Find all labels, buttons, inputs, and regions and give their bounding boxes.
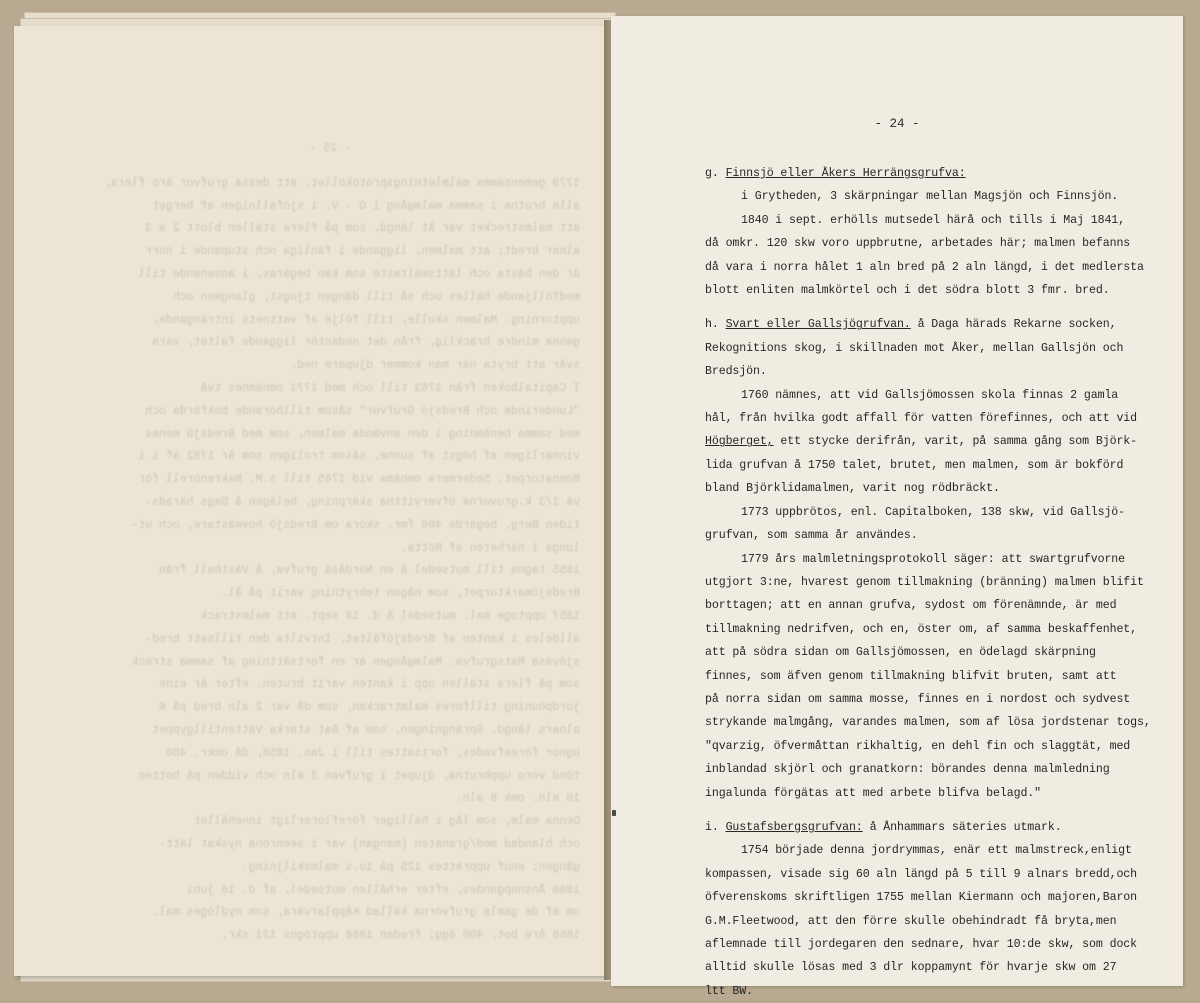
left-page-line: ganna mindre bräcklig, från det nedantör liggande fältet, vara — [152, 336, 580, 350]
section-i-title: Gustafsbergsgrufvan: — [725, 820, 863, 834]
section-i-title-rest: å Ånhammars säteries utmark. — [862, 820, 1062, 834]
left-page-line: 1779 gemensamma malmletningsprotokollet, att dessa grufvor äro flera, — [103, 176, 580, 190]
left-page-line: är den bästa och lättsmältaste som kan begäras, i ansenande till — [138, 267, 580, 281]
left-page-line: 1868 åre bot, 400 ägg; fredan 1868 upptogos 121 skr. — [221, 929, 580, 943]
left-page-line: "Lunderinda och Bredsjö Grufvor" såsom tillhörande bokförda och — [145, 404, 580, 418]
text-line: ltt BW. — [705, 984, 754, 998]
left-page-line: medfölljande hälles och så till dängen tjugst, glangmen och — [172, 290, 580, 304]
left-page-line: 1855 tagna till mutsedel å en Nordåsä grufva, å Västhall från — [159, 564, 580, 578]
text-line: bland Björklidamalmen, varit nog rödbräckt. — [705, 482, 1000, 496]
text-line: 1779 års malmletningsprotokoll säger: att swartgrufvorne — [741, 552, 1126, 566]
text-line: "qvarzig, öfvermåttan rikhaltig, en dehl fin och slaggtät, med — [705, 739, 1131, 753]
text-line: grufvan, som samma år användes. — [705, 529, 918, 543]
text-line — [705, 430, 1175, 453]
section-g-heading — [705, 162, 1175, 185]
text-line: då omkr. 120 skw voro uppbrutne, arbetades här; malmen befanns — [705, 237, 1131, 251]
text-line: Bredsjön. — [705, 365, 767, 379]
right-page — [611, 16, 1183, 998]
text-line: Rekognitions skog, i skillnaden mot Åker, mellan Gallsjön och — [705, 341, 1124, 355]
text-line: i Grytheden, 3 skärpningar mellan Magsjön och Finnsjön. — [741, 190, 1119, 204]
section-h-title: Svart eller Gallsjögrufvan. — [725, 318, 911, 332]
spacer — [705, 302, 1175, 313]
section-h-title-rest: å Daga härads Rekarne socken, — [910, 318, 1117, 332]
left-page-line: Bredsjömarktorpet, som någon tebrytning varit på ål. — [221, 587, 580, 601]
text-line: att på södra sidan om Gallsjömossen, en ödelagd skärpning — [705, 646, 1096, 660]
left-page-line: vinnarligen af högst af sunne, såsom troligen som år 1782 af i i — [138, 450, 580, 464]
left-page-line: I Capitalboken från 1763 till och med 1771 omnämnes två — [200, 381, 580, 395]
left-page-line: alnar bredt; att malmen, liggande i fänliga och stupande i norr — [145, 245, 580, 259]
left-page-line: alnars längd. Sprängningen, som af åat starka Vattentillgyppet — [152, 723, 580, 737]
hogberget-underlined: Högberget, — [705, 435, 774, 449]
text-line: ingalunda förgätas att med arbete blifva belagd." — [705, 786, 1042, 800]
section-i-heading — [705, 816, 1175, 839]
text-line: hål, från hvilka godt affall för vatten förefinnes, och att vid — [705, 412, 1138, 426]
left-page-line: alldeles i kanten af Bredsjöfältet, Intvilta den tillsatt bred- — [145, 632, 580, 646]
page-number: - 24 - — [874, 117, 920, 131]
text-line: aflemnade till jordegaren den sednare, hvar 10:de skw, som dock — [705, 938, 1138, 951]
margin-mark — [612, 810, 616, 816]
text-line: då vara i norra hålet 1 aln bred på 2 aln längd, i det medlersta — [705, 260, 1144, 274]
spacer — [705, 805, 1175, 816]
left-page-line: svår att bryta när man kommer djupare ned. — [290, 359, 580, 373]
text-line: 1760 nämnes, att vid Gallsjömossen skola finnas 2 gamla — [741, 388, 1119, 402]
text-line: 1754 började denna jordrymmas, enär ett malmstreck,enligt — [741, 844, 1132, 858]
section-h-heading — [705, 313, 1175, 336]
left-page-line: vä 1/3 k.gruvorna öfvervittna skärpning, belägen å Dags härads- — [145, 495, 580, 509]
left-page-line: om af de gamla grufvorna kallad Kåpplarvara, som nydlöges mal. — [152, 906, 580, 920]
left-page-line: Denna malm, som låg i hälliger föreflorerligt innehållet — [193, 815, 580, 829]
left-page-line: sjöväsa Matsgrufva. Malmgången är en fortsättning af samma streck — [131, 655, 580, 669]
left-page-line: att malmstrecket var åt längd, som på flera ställen blott 2 a 3 — [145, 222, 580, 236]
text-line: borttagen; att en annan grufva, sydost om förenämnde, är med — [705, 599, 1117, 613]
left-page-line: 1866 Ånsnopgandes, efter erhållen mutsedel, af d. 16 juni — [186, 883, 580, 897]
left-page-line: som på flera ställen upp i kanten varit bruten. efter är eine — [159, 678, 580, 692]
page-content — [705, 162, 1175, 1003]
left-page-line: gången; enuf upprättes 125 på 1o.s malmskiljning. — [241, 860, 580, 874]
left-page-line: med samma benämning i den använda malmen, som med Bredsjö menas — [145, 427, 580, 441]
section-g-marker: g. — [705, 167, 719, 180]
section-g-title: Finnsjö eller Åkers Herrängsgrufva: — [725, 167, 966, 180]
text-line: blott enliten malmkörtel och i det södra blott 3 fmr. bred. — [705, 284, 1110, 298]
left-page-line: och blandad med/granaten (mangan) var i seenrona nyskat lätt- — [159, 837, 580, 851]
section-g-lines — [705, 185, 1175, 302]
left-page-line: tiden Berg, begärde 400 fmr. sköra om Bredsjö hovmästare, och ut- — [131, 518, 580, 532]
section-h-marker: h. — [705, 318, 719, 332]
text-line: 1773 uppbrötos, enl. Capitalboken, 138 skw, vid Gallsjö- — [741, 505, 1126, 519]
left-page-line: jordpöuning tillföres malmtrackan, som då var 2 aln bred på 6 — [159, 701, 580, 715]
left-page-line: alla brutna i samma malmgång i O - V. i sjöfallnigen af berget — [152, 199, 580, 213]
text-line: kompassen, visade sig 60 aln längd på 5 till 9 alnars bredd,och — [705, 867, 1138, 881]
left-page-number: - 25 - — [309, 142, 351, 155]
text-line: tillmakning nedrifven, och en, öster om, af samma beskaffenhet, — [705, 622, 1138, 636]
left-page-line: Bonnatorpet. Sedermera omnäma vid 1765 till s.M. Nakrenorell för — [138, 473, 580, 487]
text-line: finnes, som äfven genom tillmakning blifvit bruten, samt att — [705, 669, 1117, 683]
text-line: utgjort 3:ne, hvarest genom tillmakning (bränning) malmen blifit — [705, 575, 1144, 589]
text-line-rest: ett stycke derifrån, varit, på samma gång som Björk- — [773, 435, 1138, 449]
text-line: lida grufvan å 1750 talet, brutet, men malmen, som är bokförd — [705, 458, 1124, 472]
text-line: G.M.Fleetwood, att den förre skulle obehindradt få bryta,men — [705, 914, 1117, 928]
left-page-line: 10 aln. omk 8 aln. — [455, 792, 580, 806]
left-page-line: upptorning. Malmen skulle, till följe af vattnets inträngande, — [152, 313, 580, 327]
section-i-marker: i. — [705, 820, 719, 834]
left-page-lines — [80, 173, 580, 948]
left-page-line: tönd voro uppbrutna, djupet i grufvan 3 aln och vidden på botten — [138, 769, 580, 783]
text-line: 1840 i sept. erhölls mutsedel härå och tills i Maj 1841, — [741, 213, 1126, 227]
left-page — [14, 26, 604, 976]
text-line: alltid skulle lösas med 3 dlr koppamynt för hvarje skw om 27 — [705, 961, 1117, 975]
left-page-text — [80, 138, 580, 948]
left-page-line: lunga i närheten af Rötta. — [400, 541, 580, 555]
text-line: strykande malmgång, varandes malmen, som af lösa jordstenar togs, — [705, 716, 1151, 730]
text-line: inblandad skjörl och granatkorn: börandes denna malmledning — [705, 763, 1110, 777]
text-line: på norra sidan om samma mosse, finnes en i nordost och sydvest — [705, 692, 1131, 706]
left-page-line: ugnor föreefvades, fortsattes till i Jan. 1858, då omkr. 400 — [165, 746, 580, 760]
left-page-line: 1857 upptoge mal. mutsedel å d. 18 sept. att malmstrack — [200, 609, 580, 623]
text-line: öfverenskoms skriftligen 1755 mellan Kiermann och majoren,Baron — [705, 891, 1138, 905]
